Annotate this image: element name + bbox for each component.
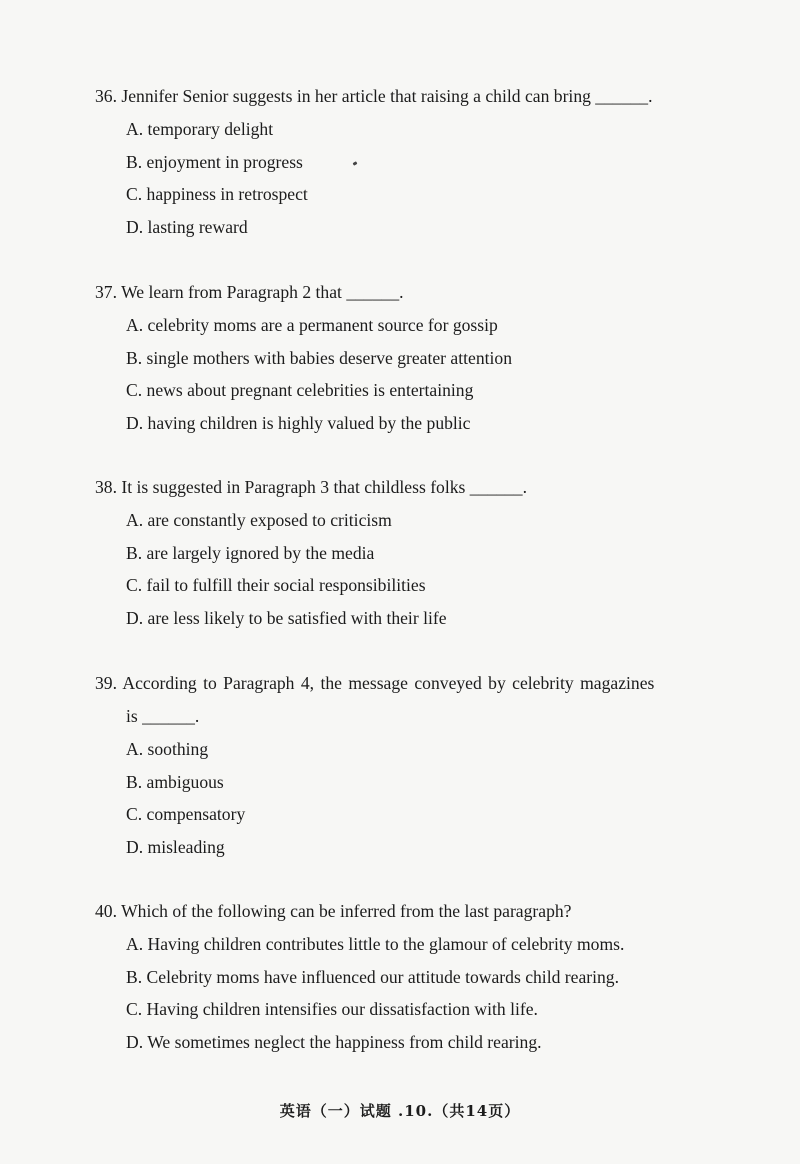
option-c xyxy=(126,569,745,602)
option-text: ambiguous xyxy=(146,771,224,792)
option-c xyxy=(126,374,745,407)
question-stem: 39. According to Paragraph 4, the message conveyed by celebrity magazines xyxy=(95,673,655,693)
option-letter: C. xyxy=(126,804,143,825)
question-40 xyxy=(95,895,745,1058)
option-b xyxy=(126,537,745,570)
option-d xyxy=(126,407,745,440)
option-letter: A. xyxy=(126,510,144,530)
option-c xyxy=(126,993,745,1026)
option-a xyxy=(126,309,745,342)
option-letter: D. xyxy=(126,1031,144,1052)
option-list xyxy=(95,309,745,439)
option-text: Having children intensifies our dissatisfaction with life. xyxy=(146,999,538,1020)
option-text: are constantly exposed to criticism xyxy=(147,510,392,530)
option-text: having children is highly valued by the public xyxy=(147,412,471,433)
option-text: lasting reward xyxy=(147,216,248,237)
option-letter: D. xyxy=(126,836,144,857)
option-letter: A. xyxy=(126,315,144,335)
option-letter: A. xyxy=(126,739,144,759)
option-b xyxy=(126,342,745,375)
option-text: misleading xyxy=(147,836,225,857)
question-stem: 37. We learn from Paragraph 2 that ______. xyxy=(95,282,404,302)
option-a xyxy=(126,928,745,961)
option-d xyxy=(126,831,745,864)
option-letter: A. xyxy=(126,934,144,954)
option-list xyxy=(95,113,745,243)
option-text: We sometimes neglect the happiness from child rearing. xyxy=(147,1031,542,1052)
option-letter: A. xyxy=(126,119,144,139)
question-stem: 40. Which of the following can be inferred from the last paragraph? xyxy=(95,901,572,921)
option-d xyxy=(126,211,745,244)
option-letter: B. xyxy=(126,966,143,987)
option-b xyxy=(126,146,745,179)
option-letter: D. xyxy=(126,216,144,237)
option-letter: B. xyxy=(126,771,143,792)
option-text: single mothers with babies deserve greater attention xyxy=(146,347,512,368)
option-text: temporary delight xyxy=(147,119,274,139)
option-a xyxy=(126,733,745,766)
option-letter: B. xyxy=(126,542,143,563)
option-text: soothing xyxy=(147,739,209,759)
question-37 xyxy=(95,276,745,439)
option-text: Having children contributes little to the glamour of celebrity moms. xyxy=(147,934,625,954)
option-d xyxy=(126,1026,745,1059)
question-stem: 36. Jennifer Senior suggests in her article that raising a child can bring ______. xyxy=(95,86,653,106)
option-c xyxy=(126,798,745,831)
option-letter: B. xyxy=(126,347,143,368)
option-letter: C. xyxy=(126,380,143,401)
option-text: compensatory xyxy=(146,804,246,825)
option-text: Celebrity moms have influenced our attitude towards child rearing. xyxy=(146,966,619,987)
option-letter: C. xyxy=(126,999,143,1020)
option-b xyxy=(126,766,745,799)
page-footer: 英语（一）试题 .10.（共14页） xyxy=(279,1102,521,1120)
option-text: news about pregnant celebrities is entertaining xyxy=(146,380,474,401)
option-text: happiness in retrospect xyxy=(146,184,308,205)
option-text: fail to fulfill their social responsibilities xyxy=(146,575,426,596)
question-stem: 38. It is suggested in Paragraph 3 that childless folks ______. xyxy=(95,477,527,497)
option-text: are less likely to be satisfied with their life xyxy=(147,607,447,628)
option-list xyxy=(95,928,745,1058)
option-c xyxy=(126,178,745,211)
option-a xyxy=(126,504,745,537)
option-text: are largely ignored by the media xyxy=(146,542,375,563)
option-list xyxy=(95,504,745,634)
option-letter: C. xyxy=(126,184,143,205)
option-text: celebrity moms are a permanent source for gossip xyxy=(147,315,498,335)
option-b xyxy=(126,961,745,994)
option-d xyxy=(126,602,745,635)
option-letter: D. xyxy=(126,607,144,628)
question-stem-continuation: is ______. xyxy=(126,706,200,726)
option-a xyxy=(126,113,745,146)
question-36 xyxy=(95,80,745,243)
option-text: enjoyment in progress xyxy=(146,151,303,172)
option-letter: C. xyxy=(126,575,143,596)
question-38 xyxy=(95,471,745,634)
option-list xyxy=(95,733,745,863)
question-39 xyxy=(95,667,745,863)
option-letter: D. xyxy=(126,412,144,433)
option-letter: B. xyxy=(126,151,143,172)
